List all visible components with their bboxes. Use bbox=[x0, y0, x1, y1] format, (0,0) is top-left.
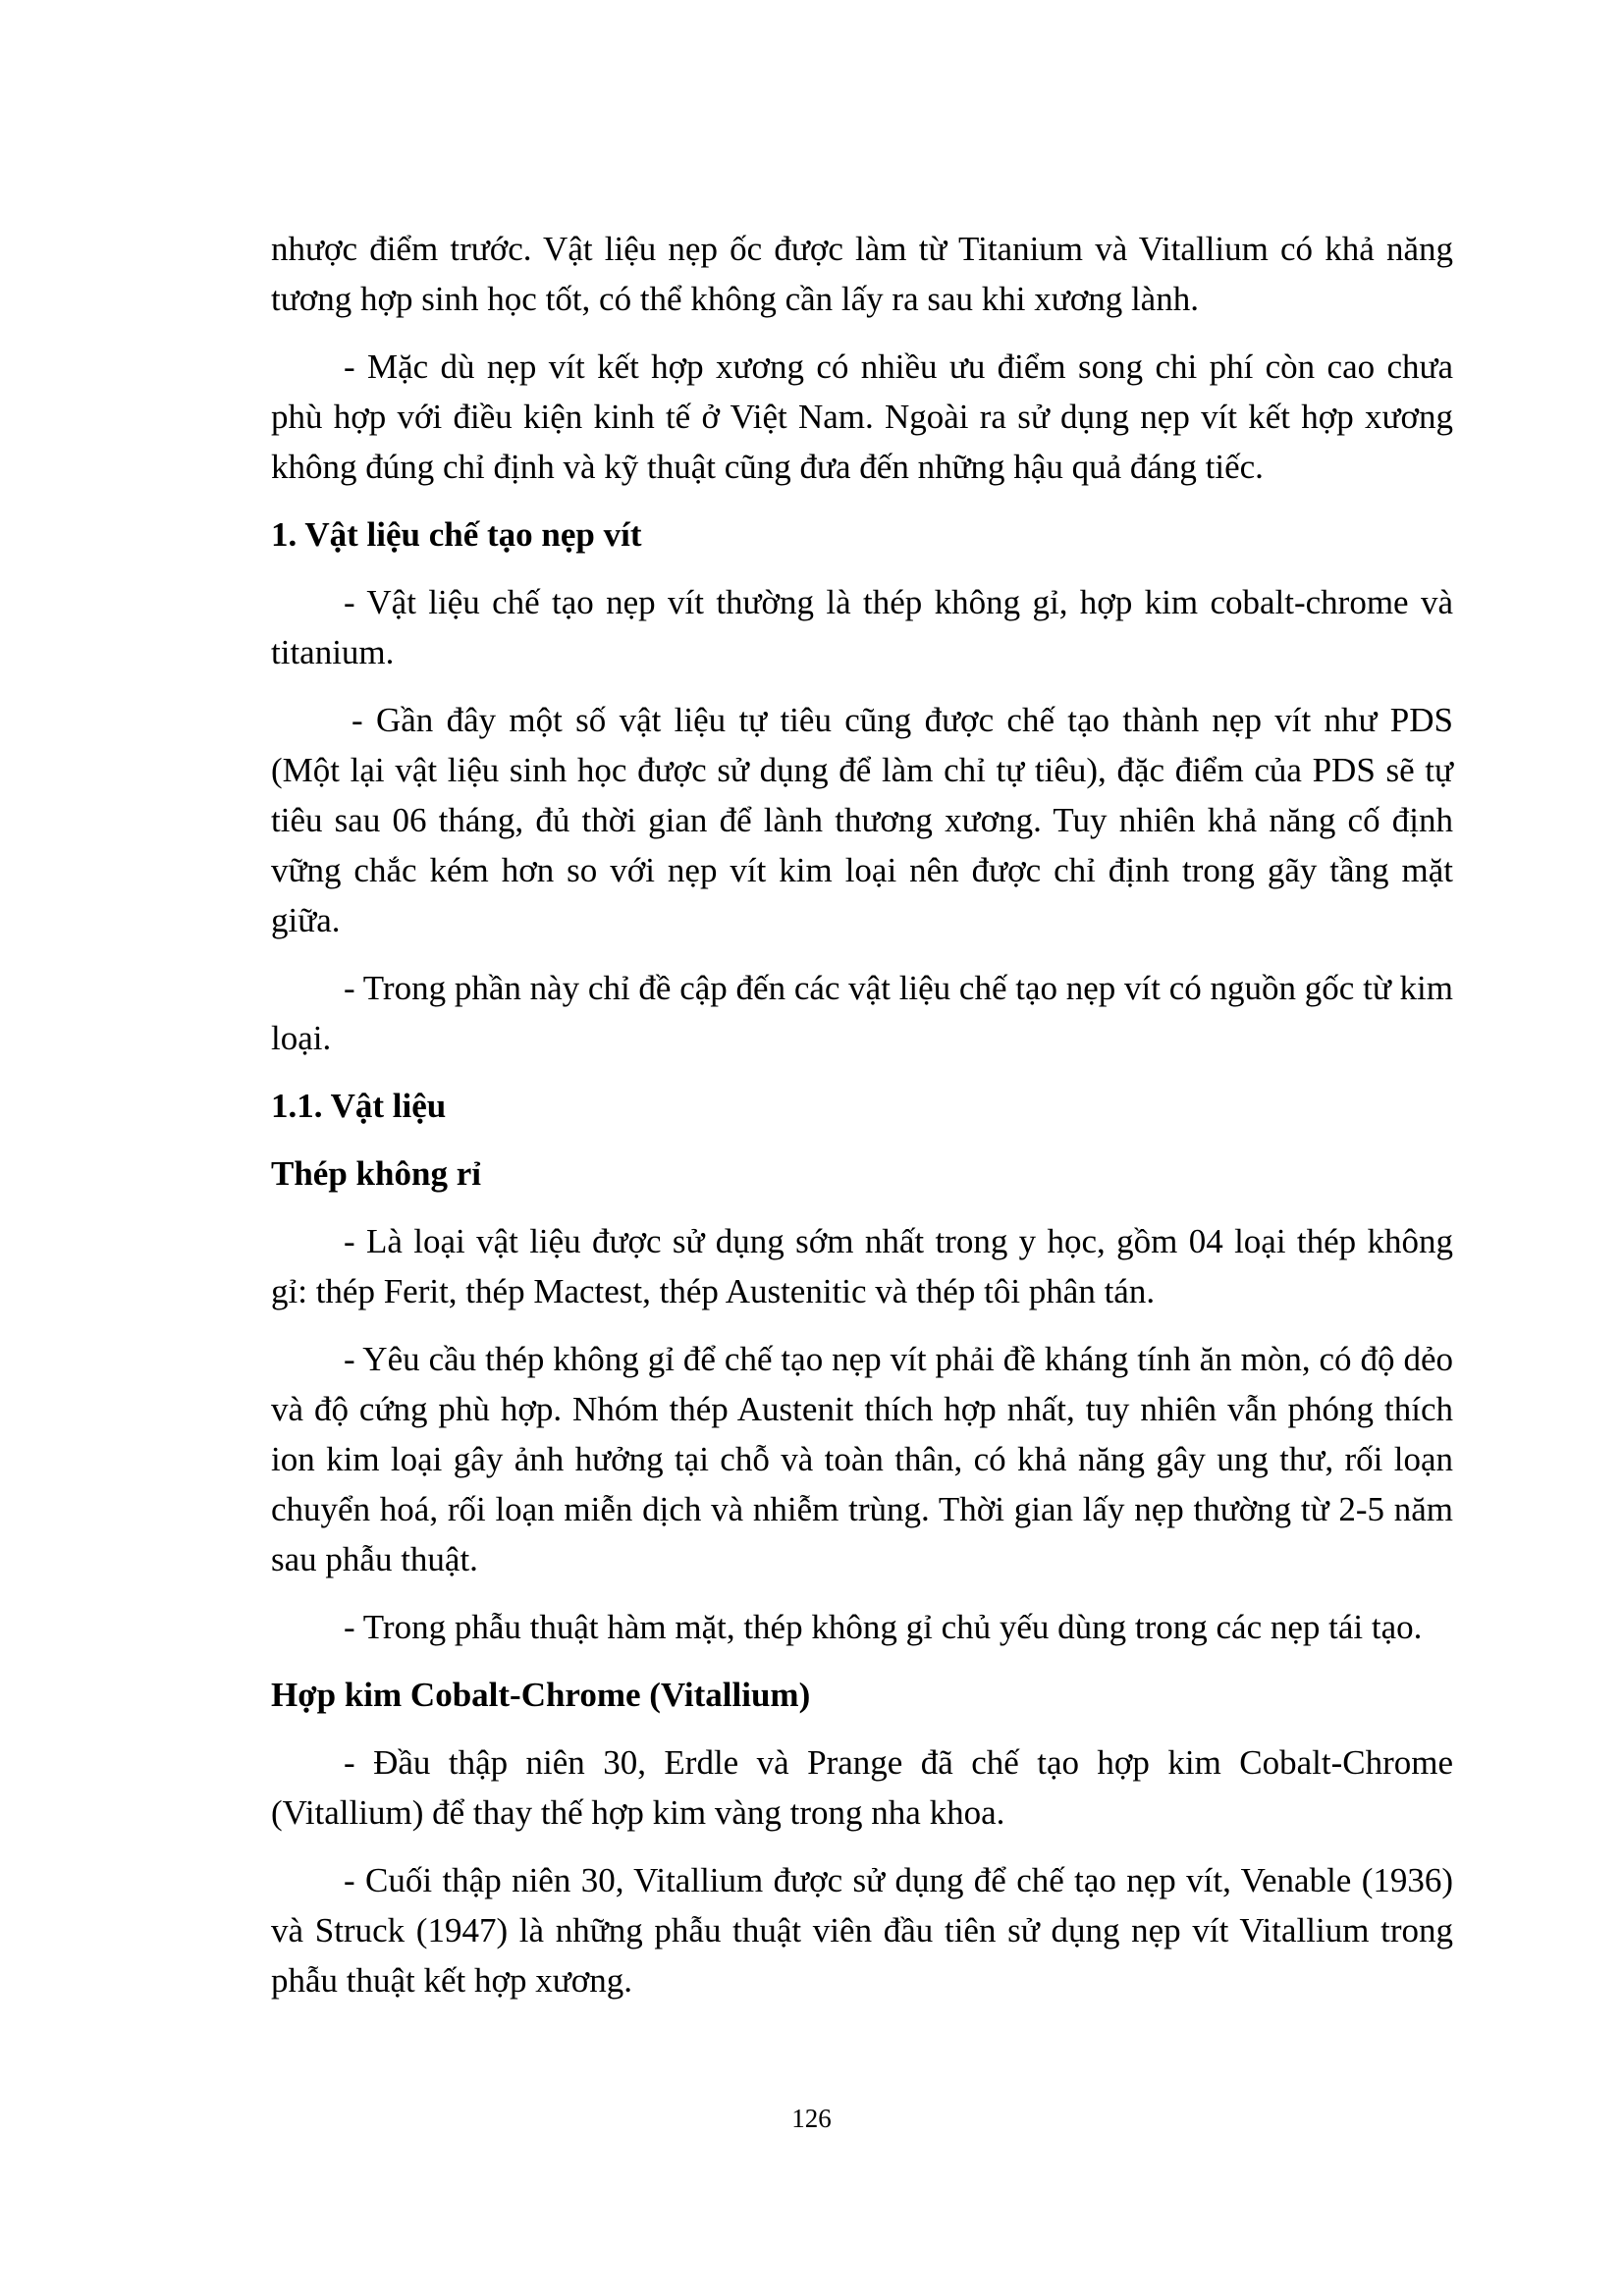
paragraph-vitallium-plates: - Cuối thập niên 30, Vitallium được sử dụng để chế tạo nẹp vít, Venable (1936) và Struck (1947) là những phẫu thuật viên đầu tiên sử dụng nẹp vít Vitallium trong phẫu thuật kết hợp xương. bbox=[271, 1861, 1453, 2000]
paragraph-steel-types: - Là loại vật liệu được sử dụng sớm nhất trong y học, gồm 04 loại thép không gỉ: thép Ferit, thép Mactest, thép Austenitic và thép tôi phân tán. bbox=[271, 1222, 1453, 1310]
page-content bbox=[271, 224, 1453, 2023]
paragraph-materials-list: - Vật liệu chế tạo nẹp vít thường là thép không gỉ, hợp kim cobalt-chrome và titanium. bbox=[271, 583, 1453, 671]
paragraph-continuation: nhược điểm trước. Vật liệu nẹp ốc được làm từ Titanium và Vitallium có khả năng tương hợp sinh học tốt, có thể không cần lấy ra sau khi xương lành. bbox=[271, 230, 1453, 318]
paragraph-vitallium-origin: - Đầu thập niên 30, Erdle và Prange đã chế tạo hợp kim Cobalt-Chrome (Vitallium) để thay thế hợp kim vàng trong nha khoa. bbox=[271, 1743, 1453, 1832]
heading-stainless-steel: Thép không rỉ bbox=[271, 1154, 481, 1193]
paragraph-absorbable-materials: - Gần đây một số vật liệu tự tiêu cũng được chế tạo thành nẹp vít như PDS (Một lại vật liệu sinh học được sử dụng để làm chỉ tự tiêu), đặc điểm của PDS sẽ tự tiêu sau 06 tháng, đủ thời gian để lành thương xương. Tuy nhiên khả năng cố định vững chắc kém hơn so với nẹp vít kim loại nên được chỉ định trong gãy tầng mặt giữa. bbox=[271, 701, 1453, 939]
paragraph-steel-requirements: - Yêu cầu thép không gỉ để chế tạo nẹp vít phải đề kháng tính ăn mòn, có độ dẻo và độ cứng phù hợp. Nhóm thép Austenit thích hợp nhất, tuy nhiên vẫn phóng thích ion kim loại gây ảnh hưởng tại chỗ và toàn thân, có khả năng gây ung thư, rối loạn chuyển hoá, rối loạn miễn dịch và nhiễm trùng. Thời gian lấy nẹp thường từ 2-5 năm sau phẫu thuật. bbox=[271, 1340, 1453, 1578]
subsection-heading-material: 1.1. Vật liệu bbox=[271, 1087, 447, 1125]
section-heading-materials: 1. Vật liệu chế tạo nẹp vít bbox=[271, 515, 642, 554]
paragraph-cost-note: - Mặc dù nẹp vít kết hợp xương có nhiều ưu điểm song chi phí còn cao chưa phù hợp với điều kiện kinh tế ở Việt Nam. Ngoài ra sử dụng nẹp vít kết hợp xương không đúng chỉ định và kỹ thuật cũng đưa đến những hậu quả đáng tiếc. bbox=[271, 347, 1453, 486]
page-number: 126 bbox=[791, 2104, 832, 2133]
paragraph-metal-scope: - Trong phần này chỉ đề cập đến các vật liệu chế tạo nẹp vít có nguồn gốc từ kim loại. bbox=[271, 969, 1453, 1057]
heading-cobalt-chrome: Hợp kim Cobalt-Chrome (Vitallium) bbox=[271, 1676, 811, 1714]
paragraph-steel-maxillofacial: - Trong phẫu thuật hàm mặt, thép không gỉ chủ yếu dùng trong các nẹp tái tạo. bbox=[344, 1608, 1423, 1646]
